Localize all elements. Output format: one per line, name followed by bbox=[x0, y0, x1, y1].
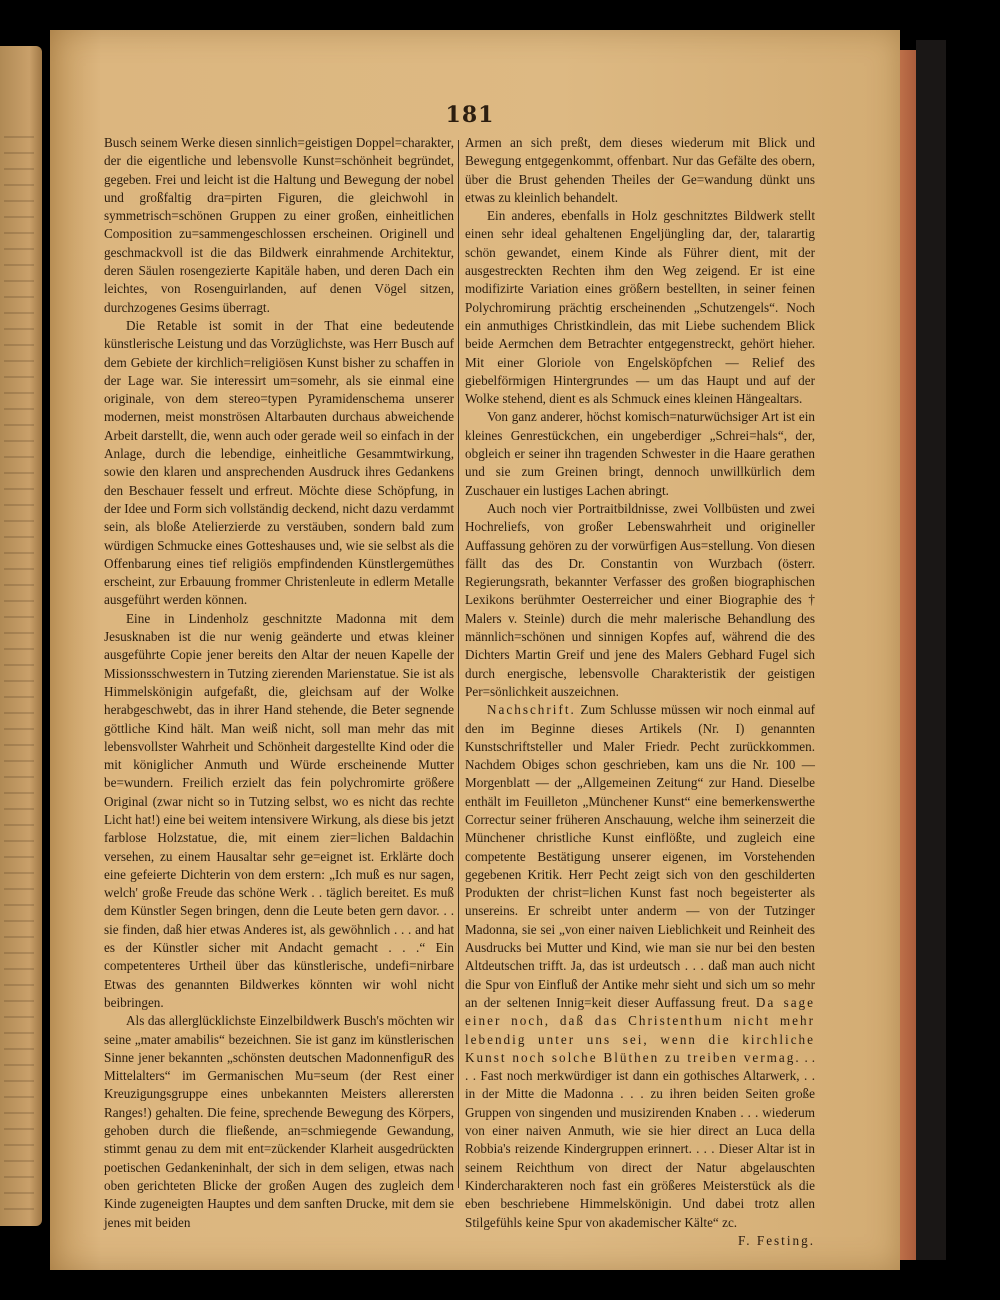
paragraph: Busch seinem Werke diesen sinnlich=geistigen Doppel=charakter, der die eigentliche und lebensvolle Kunst=schönheit begründet, gegeben. Frei und leicht ist die Haltung und Bewegung der nobel und großfaltig dra=pirten Figuren, die gleichwohl in symmetrisch=schönen Gruppen zu einer großen, einheitlichen Composition zu=sammengeschlossen erscheinen. Originell und geschmackvoll ist die das Bildwerk einrahmende Architektur, deren Säulen rosengezierte Kapitäle haben, und deren Dach ein leichtes, von Rosenguirlanden, auf denen Vögel sitzen, durchzogenes Gesims überragt. bbox=[104, 135, 454, 315]
left-column bbox=[104, 134, 454, 1232]
paragraph: Armen an sich preßt, dem dieses wiederum mit Blick und Bewegung entgegenkommt, offenbart. Nur das Gefälte des obern, über die Brust gehenden Theiles der Ge=wandung dünkt uns etwas zu kleinlich behandelt. bbox=[465, 135, 815, 205]
paragraph: Die Retable ist somit in der That eine bedeutende künstlerische Leistung und das Vorzüglichste, was Herr Busch auf dem Gebiete der kirchlich=religiösen Kunst bisher zu schaffen in der Lage war. Sie interessirt um=somehr, als sie einmal eine originale, von dem stereo=typen Pyramidenschema unserer modernen, meist monströsen Altarbauten durchaus abweichende Arbeit darstellt, die, wenn auch oder gerade weil so einfach in der Anlage, durch die lebendige, einheitliche Gesammtwirkung, sowie den klaren und ansprechenden Ausdruck ihres Gedankens den Beschauer fesselt und erfreut. Möchte diese Schöpfung, in der Idee und Form sich vollständig deckend, nicht dazu verdammt sein, als bloße Atelierzierde zu verstäuben, sondern bald zum würdigen Schmucke eines Gotteshauses und, wie sie selbst als die Offenbarung eines tief religiös empfindenden Künstlergemüthes erscheint, zur Erbauung frommer Christenleute in edlerm Metalle ausgeführt werden können. bbox=[104, 317, 454, 608]
nachschrift-paragraph bbox=[465, 701, 815, 1232]
signature: F. Festing. bbox=[737, 1232, 815, 1248]
nachschrift-label: Nachschrift. bbox=[487, 702, 576, 718]
paragraph: Auch noch vier Portraitbildnisse, zwei Vollbüsten und zwei Hochreliefs, von großer Lebenswahrheit und origineller Auffassung gehören zu der vorwürfigen Aus=stellung. Von diesen fällt das des Dr. Constantin von Wurzbach (österr. Regierungsrath, bekannter Verfasser des großen biographischen Lexikons berühmter Oesterreicher und einer Biographie des † Malers v. Steinle) durch die mehr malerische Behandlung des männlich=schönen und sinnigen Kopfes auf, während die des Dichters Martin Greif und jene des Malers Gebhard Fugel sich durch energische, lebensvolle Charakteristik der geistigen Per=sönlichkeit auszeichnen. bbox=[465, 500, 815, 699]
paragraph: Ein anderes, ebenfalls in Holz geschnitztes Bildwerk stellt einen sehr ideal gehaltenen Engeljüngling dar, der, talarartig schön gewandet, einem Kinde als Führer dient, mit der ausgestreckten Rechten ihm den Weg zeigend. Er ist eine modifizirte Variation eines größern bestellten, in seiner feinen Polychromirung prächtig erscheinenden „Schutzengels“. Noch ein anmuthiges Christkindlein, das mit Liebe suchendem Blick beide Aermchen dem Betrachter entgegenstreckt, gehört hieher. Mit einer Gloriole von Engelsköpfchen — Relief des giebelförmigen Hintergrundes — um das Haupt und auf der Wolke stehend, dient es als Schmuck eines kleinen Hängealtars. bbox=[465, 208, 815, 407]
right-column bbox=[465, 134, 815, 1250]
left-page-text-edge bbox=[4, 136, 34, 1216]
paragraph: Als das allerglücklichste Einzelbildwerk Busch's möchten wir seine „mater amabilis“ bezeichnen. Sie ist ganz im künstlerischen Sinne jener bekannten „schönsten deutschen MadonnenfiguR des Mittelalters“ im Germanischen Mu=seum (der Rest einer Kreuzigungsgruppe eines unbekannten Meisters allerersten Ranges!) gehalten. Die feine, sprechende Bewegung des Körpers, gehoben durch die fließende, an=schmiegende Gewandung, stimmt genau zu dem mit ent=zückender Klarheit ausgedrückten poetischen Gedankeninhalt, der sich in dem seligen, etwas nach oben gerichteten Blicke der großen Augen des zugleich dem Kinde zugeneigten Hauptes und dem sanften Drucke, mit dem sie jenes mit beiden bbox=[104, 1013, 454, 1230]
left-page-edge bbox=[0, 46, 42, 1226]
paragraph: Von ganz anderer, höchst komisch=naturwüchsiger Art ist ein kleines Genrestückchen, ein ungeberdiger „Schrei=hals“, der, obgleich er seiner ihn tragenden Schwester in die Haare gerathen und sie zum Greinen bringt, dennoch unwillkürlich dem Zuschauer ein lustiges Lachen abringt. bbox=[465, 409, 815, 498]
paragraph: Eine in Lindenholz geschnitzte Madonna mit dem Jesusknaben ist die nur wenig geänderte und etwas kleiner ausgeführte Copie jener bereits den Altar der neuen Kapelle der Missionsschwestern in Tutzing zierenden Marienstatue. Sie ist als Himmelskönigin aufgefaßt, die, gleichsam auf der Wolke herabgeschwebt, das in ihrer Hand stehende, die Beter segnende göttliche Kind hält. Man weiß nicht, soll man mehr das mit lebensvollster Wahrheit und Schönheit dargestellte Kind oder die mit königlicher Anmuth und Würde erscheinende Mutter be=wundern. Freilich erzielt das fein polychromirte größere Original (zwar nicht so in Tutzing selbst, wo es nicht das rechte Licht hat!) eine bei weitem intensivere Wirkung, als diese bis jetzt farblose Holzstatue, die, mit einem zier=lichen Baldachin versehen, zu einem Hausaltar sehr ge=eignet ist. Erklärte doch eine gefeierte Dichterin von dem erstern: „Ich muß es nur sagen, welch' große Freude das schöne Werk . . täglich bereitet. Es muß dem Künstler Segen bringen, denn die Leute beten gern davor. . . sie finden, daß hier etwas Anderes ist, als gewöhnlich . . . and hat es der Künstler sicher mit Andacht gemacht . . .“ Ein competenteres Urtheil über das künstlerische, undefi=nirbare Etwas des genannten Bildwerkes könnten wir wohl nicht beibringen. bbox=[104, 610, 454, 1010]
nachschrift-spaced-text: Da sage einer noch, daß das Christenthum nicht mehr lebendig unter uns sei, wenn die kirchliche Kunst noch solche Blüthen zu treiben vermag. bbox=[465, 994, 815, 1065]
book-cover-edge bbox=[916, 40, 946, 1260]
nachschrift-end: . . . . Fast noch merkwürdiger ist dann ein gothisches Altarwerk, . . in der Mitte die Madonna . . . zu ihren beiden Seiten große Gruppen von singenden und musizirenden Knaben . . . wiederum von einer naiven Anmuth, wie sie hier direct an Luca della Robbia's reizende Kindergruppen erinnert. . . . Dieser Altar ist in seinem Reichthum von direct der Natur abgelauschten Kindercharakteren noch fast ein größeres Meisterstück als die eben beschriebene Himmelskönigin. Und dabei trotz allen Stilgefühls keine Spur von akademischer Kälte“ zc. bbox=[465, 1049, 816, 1230]
nachschrift-text: Zum Schlusse müssen wir noch einmal auf den im Beginne dieses Artikels (Nr. I) genannten Kunstschriftsteller und Maler Friedr. Pecht zurückkommen. Nachdem Obiges schon geschrieben, kam uns die Nr. 100 — Morgenblatt — der „Allgemeinen Zeitung“ zur Hand. Dieselbe enthält im Feuilleton „Münchener Kunst“ eine bemerkenswerthe Correctur seiner früheren Anschauung, welche ihm seinerzeit die Münchener christliche Kunst einflößte, und zugleich eine competente Bestätigung unserer eigenen, im Vorstehenden gegebenen Kritik. Herr Pecht zeigt sich von den geschilderten Produkten der christ=lichen Kunst fast noch begeisterter als unsereins. Er schreibt unter anderm — von der Tutzinger Madonna, sie sei „von einer naiven Lieblichkeit und Reinheit des Ausdrucks bei Mutter und Kind, wie man sie nur bei den besten Altdeutschen trifft. Ja, das ist urdeutsch . . . daß man auch nicht die Spur von Einfluß der Antike mehr sieht und sich um so mehr an der seltenen Innig=keit dieser Auffassung freut. bbox=[465, 702, 815, 1010]
column-divider bbox=[458, 140, 459, 1188]
page-number: 181 bbox=[445, 102, 495, 128]
